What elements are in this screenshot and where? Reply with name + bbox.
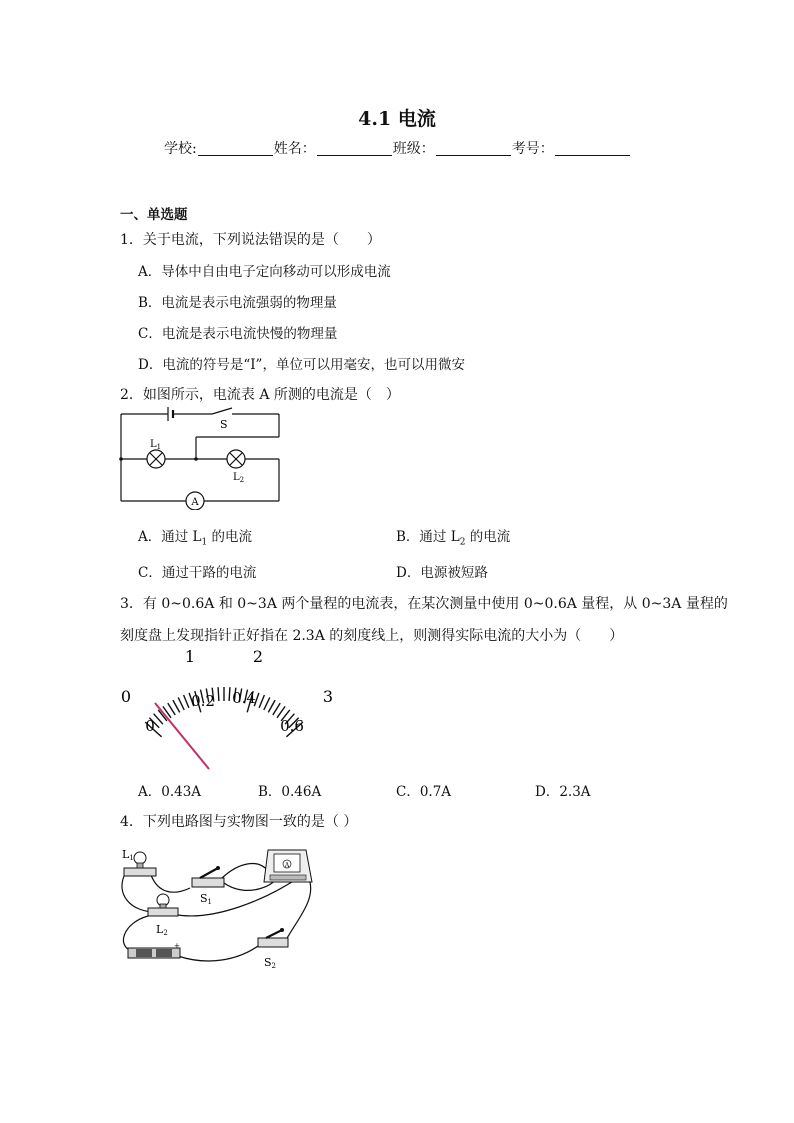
dial-tick	[168, 703, 175, 715]
dial-tick	[178, 697, 184, 710]
small-scale-0: 0	[145, 717, 155, 735]
q4-physical-circuit	[118, 838, 323, 976]
switch-blade	[212, 408, 232, 414]
lamp-l2-physical	[148, 894, 178, 916]
switch-label: S	[220, 418, 228, 431]
battery-pack-physical	[128, 948, 180, 958]
q3-stem-line2: 刻度盘上发现指针正好指在 2.3A 的刻度线上，则测得实际电流的大小为（ ）	[120, 628, 624, 644]
q4-l1-label: L1	[122, 848, 134, 862]
battery-plus-mark: +	[174, 942, 180, 950]
q3-stem-line1: 3．有 0~0.6A 和 0~3A 两个量程的电流表，在某次测量中使用 0~0.6A 量程，从 0~3A 量程的	[120, 596, 728, 612]
q3-option-b[interactable]: B．0.46A	[258, 784, 322, 800]
small-scale-0.4: 0.4	[232, 689, 256, 707]
school-label: 学校:	[164, 141, 197, 157]
q2-option-d[interactable]: D．电源被短路	[396, 565, 488, 581]
q2-option-b[interactable]: B．通过 $L_2$ 的电流	[396, 529, 511, 548]
dial-tick	[264, 697, 270, 710]
small-scale-0.6: 0.6	[280, 717, 304, 735]
l1-label: $L_1$	[150, 439, 162, 451]
q2-option-c[interactable]: C．通过干路的电流	[138, 565, 257, 581]
q1-stem: 1．关于电流，下列说法错误的是（ ）	[120, 232, 381, 248]
ammeter-physical	[264, 850, 312, 882]
section-heading: 一、单选题	[120, 207, 188, 223]
q3-option-d[interactable]: D．2.3A	[535, 784, 591, 800]
class-label: 班级：	[392, 141, 435, 157]
q3-option-c[interactable]: C．0.7A	[396, 784, 452, 800]
dial-tick	[229, 687, 230, 701]
big-scale-3: 3	[322, 687, 334, 706]
meter-symbol: A	[284, 862, 290, 869]
dial-tick	[184, 695, 189, 708]
class-blank[interactable]	[436, 141, 511, 156]
junction-left	[119, 457, 123, 461]
q1-option-a[interactable]: A．导体中自由电子定向移动可以形成电流	[138, 264, 391, 280]
name-blank[interactable]	[317, 141, 392, 156]
q2-stem: 2．如图所示，电流表 A 所测的电流是（ ）	[120, 387, 400, 403]
dial-tick	[218, 687, 219, 701]
number-blank[interactable]	[555, 141, 630, 156]
junction-mid	[194, 457, 198, 461]
q1-option-d[interactable]: D．电流的符号是“I”，单位可以用毫安，也可以用微安	[138, 357, 465, 373]
dial-pointer	[155, 703, 209, 769]
l2-label: $L_2$	[233, 472, 245, 484]
name-label: 姓名：	[273, 141, 316, 157]
switch-s2-physical	[258, 928, 288, 947]
q1-option-b[interactable]: B．电流是表示电流强弱的物理量	[138, 295, 337, 311]
q4-s1-label: S1	[200, 892, 213, 906]
page-title: 4.1 电流	[358, 108, 436, 130]
ammeter-label: A	[191, 497, 199, 508]
number-label: 考号：	[511, 141, 554, 157]
school-blank[interactable]	[198, 141, 273, 156]
q3-option-a[interactable]: A．0.43A	[138, 784, 202, 800]
big-scale-0: 0	[120, 687, 132, 706]
ammeter-scale-dial	[112, 643, 352, 773]
q4-stem: 4．下列电路图与实物图一致的是（ ）	[120, 814, 358, 830]
q2-option-a[interactable]: A．通过 $L_1$ 的电流	[138, 529, 253, 548]
q1-option-c[interactable]: C．电流是表示电流快慢的物理量	[138, 326, 338, 342]
dial-tick	[259, 695, 264, 708]
q4-l2-label: L2	[156, 923, 168, 937]
dial-tick	[273, 703, 280, 715]
q4-s2-label: S2	[264, 956, 277, 970]
student-info-line	[164, 138, 631, 158]
small-scale-0.2: 0.2	[191, 692, 215, 710]
dial-tick	[173, 700, 180, 712]
dial-tick	[268, 700, 275, 712]
big-scale-2: 2	[252, 647, 264, 666]
q2-circuit-diagram	[112, 402, 292, 510]
switch-s1-physical	[192, 866, 224, 887]
big-scale-1: 1	[184, 647, 196, 666]
